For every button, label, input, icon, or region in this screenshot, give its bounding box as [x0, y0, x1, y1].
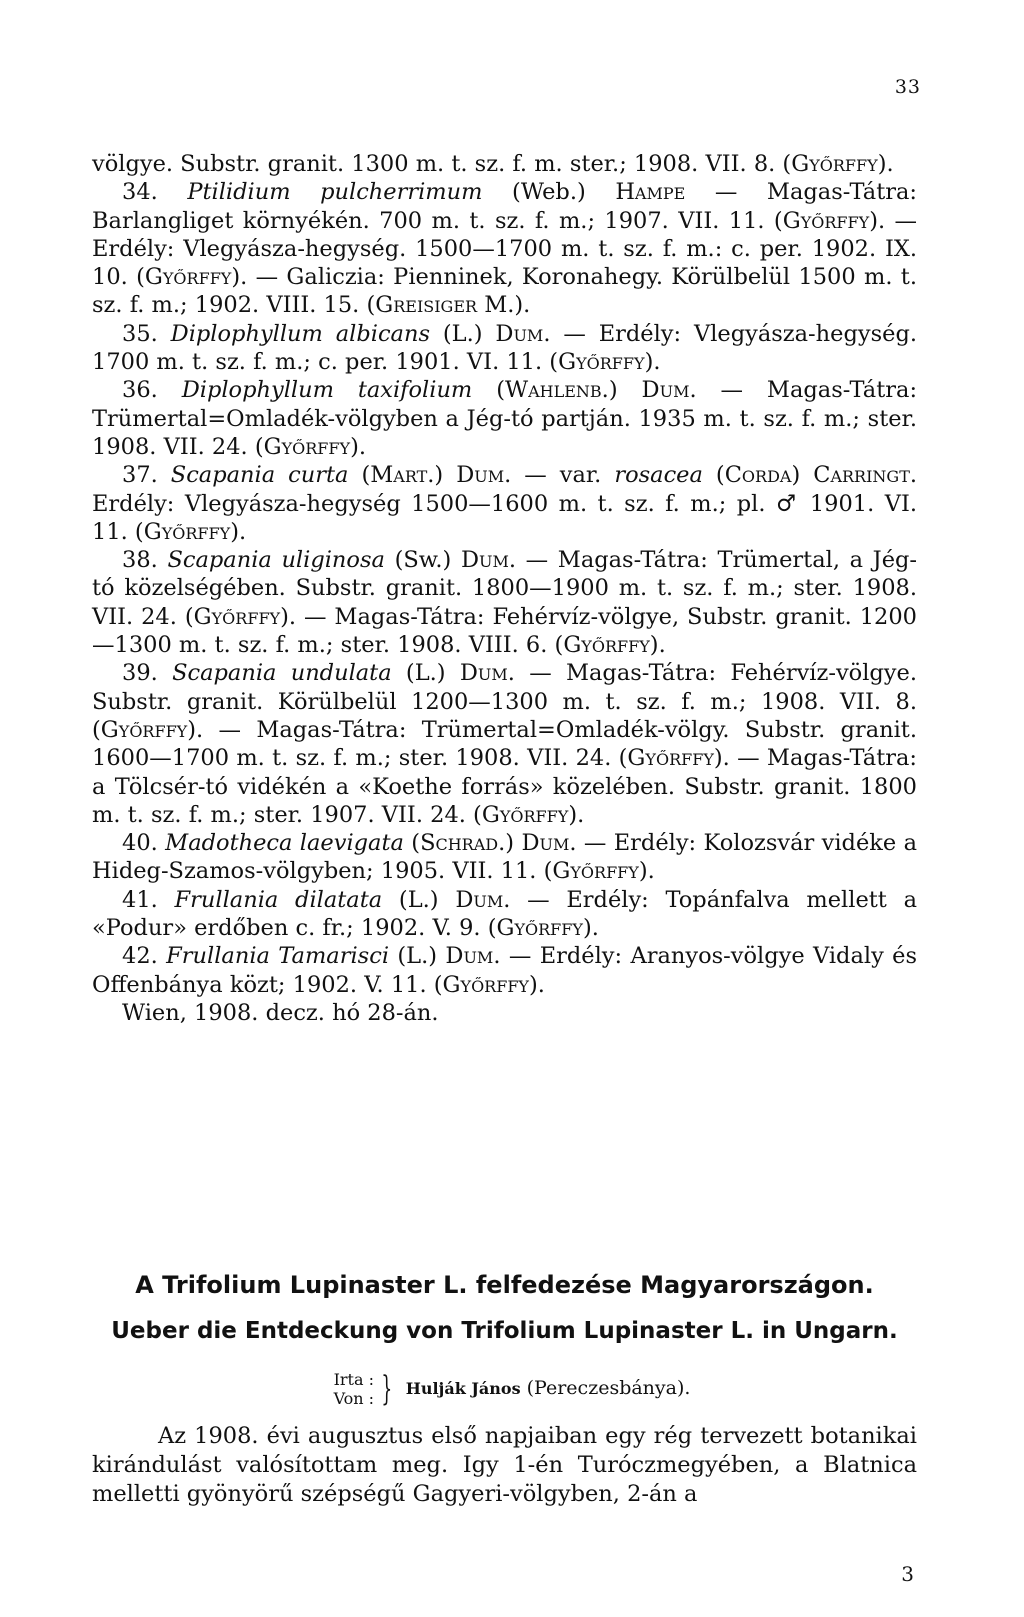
- collector-name: Győrffy: [193, 603, 281, 630]
- species-name: Diplophyllum albicans: [170, 320, 431, 347]
- signature-mark: 3: [901, 1562, 914, 1586]
- collector-name: Győrffy: [143, 518, 231, 545]
- species-name: Diplophyllum taxifolium: [181, 377, 473, 404]
- entry-number: 34.: [122, 179, 158, 206]
- variety-name: rosacea: [614, 462, 703, 489]
- collector-name: Greisiger: [375, 292, 478, 319]
- collector-name: Győrffy: [791, 151, 878, 177]
- species-name: Ptilidium pulcherrimum: [187, 179, 483, 206]
- entry-41: 41. Frullania dilatata (L.) Dum. — Erdély: Topánfalva mellett a «Podur» erdőben c. fr.; 1902. V. 9. (Győrffy).: [92, 886, 918, 942]
- entry-number: 42.: [122, 943, 158, 970]
- author-labels: Irta : Von :: [333, 1370, 375, 1408]
- collector-name: Győrffy: [558, 349, 645, 376]
- closing-dateline: Wien, 1908. decz. hó 28-án.: [122, 999, 439, 1026]
- entry-number: 37.: [122, 462, 158, 489]
- collector-name: Győrffy: [563, 632, 650, 659]
- entry-38: 38. Scapania uliginosa (Sw.) Dum. — Magas-Tátra: Trümertal, a Jég-tó közelségében. Substr. granit. 1800—1900 m. t. sz. f. m.; ster. 1908. VII. 24. (Győrffy). — Magas-Tátra: Fehérvíz-völgye, Substr. granit. 1200—1300 m. t. sz. f. m.; ster. 1908. VIII. 6. (Győrffy).: [92, 547, 918, 659]
- collector-name: Győrffy: [263, 433, 351, 460]
- entry-number: 41.: [122, 886, 158, 913]
- author-name: Hulják János: [405, 1379, 521, 1398]
- entry-42: 42. Frullania Tamarisci (L.) Dum. — Erdély: Aranyos-völgye Vidaly és Offenbánya közt; 1902. V. 11. (Győrffy).: [92, 943, 918, 998]
- entry-number: 35.: [122, 320, 158, 347]
- species-name: Frullania Tamarisci: [166, 943, 390, 970]
- collector-name: Győrffy: [100, 716, 188, 743]
- collector-name: Győrffy: [144, 264, 232, 291]
- article-title-german: Ueber die Entdeckung von Trifolium Lupinaster L. in Ungarn.: [111, 1318, 898, 1344]
- entry-number: 40.: [122, 830, 158, 857]
- collector-name: Győrffy: [627, 745, 714, 772]
- entry-35: 35. Diplophyllum albicans (L.) Dum. — Erdély: Vlegyásza-hegység. 1700 m. t. sz. f. m.; c. per. 1901. VI. 11. (Győrffy).: [92, 320, 917, 376]
- author-place: (Pereczesbánya).: [520, 1377, 691, 1399]
- article-body: [92, 1422, 917, 1509]
- species-name: Frullania dilatata: [174, 886, 383, 913]
- species-list: [92, 150, 917, 1027]
- collector-name: Győrffy: [496, 915, 583, 942]
- author-line: [0, 1370, 1024, 1408]
- entry-number: 39.: [122, 660, 158, 687]
- collector-name: Győrffy: [782, 207, 870, 234]
- species-name: Scapania curta: [170, 462, 349, 489]
- species-name: Madotheca laevigata: [165, 830, 404, 857]
- entry-39: 39. Scapania undulata (L.) Dum. — Magas-Tátra: Fehérvíz-völgye. Substr. granit. Körülbelül 1200—1300 m. t. sz. f. m.; 1908. VII. 8. (Győrffy). — Magas-Tátra: Trümertal=Omladék-völgy. Substr. granit. 1600—1700 m. t. sz. f. m.; ster. 1908. VII. 24. (Győrffy). — Magas-Tátra: a Tölcsér-tó vidékén a «Koethe forrás» közelében. Substr. granit. 1800 m. t. sz. f. m.; ster. 1907. VII. 24. (Győrffy).: [92, 660, 917, 828]
- entry-number: 38.: [122, 547, 158, 574]
- entry-37: 37. Scapania curta (Mart.) Dum. — var. rosacea (Corda) Carringt. Erdély: Vlegyásza-hegység 1500—1600 m. t. sz. f. m.; pl. ♂ 1901. VI. 11. (Győrffy).: [92, 462, 918, 545]
- collector-name: Győrffy: [481, 801, 569, 828]
- brace-icon: }: [381, 1369, 393, 1409]
- entry-36: 36. Diplophyllum taxifolium (Wahlenb.) Dum. — Magas-Tátra: Trümertal=Omladék-völgyben a Jég-tó partján. 1935 m. t. sz. f. m.; ster. 1908. VII. 24. (Győrffy).: [92, 377, 918, 460]
- entry-40: 40. Madotheca laevigata (Schrad.) Dum. — Erdély: Kolozsvár vidéke a Hideg-Szamos-völgyben; 1905. VII. 11. (Győrffy).: [92, 830, 917, 885]
- collector-name: Győrffy: [442, 971, 529, 998]
- article-titles: [92, 1268, 917, 1348]
- species-name: Scapania uliginosa: [167, 547, 385, 574]
- article-paragraph: Az 1908. évi augusztus első napjaiban egy rég tervezett botanikai kirándulást valósítottam meg. Igy 1-én Turóczmegyében, a Blatnica melletti gyönyörű szépségű Gagyeri-völgyben, 2-án a: [92, 1423, 917, 1507]
- article-title-hungarian: A Trifolium Lupinaster L. felfedezése Magyarországon.: [135, 1271, 874, 1299]
- entry-number: 36.: [122, 377, 158, 404]
- entry-34: 34. Ptilidium pulcherrimum (Web.) Hampe — Magas-Tátra: Barlangliget környékén. 700 m. t. sz. f. m.; 1907. VII. 11. (Győrffy). — Erdély: Vlegyásza-hegység. 1500—1700 m. t. sz. f. m.: c. per. 1902. IX. 10. (Győrffy). — Galiczia: Pienninek, Koronahegy. Körülbelül 1500 m. t. sz. f. m.; 1902. VIII. 15. (Greisiger M.).: [92, 179, 918, 319]
- entry-continuation: völgye. Substr. granit. 1300 m. t. sz. f. m. ster.; 1908. VII. 8. (Győrffy).: [92, 151, 894, 177]
- species-name: Scapania undulata: [172, 660, 392, 687]
- page-number: 33: [894, 76, 921, 98]
- collector-name: Győrffy: [552, 858, 639, 885]
